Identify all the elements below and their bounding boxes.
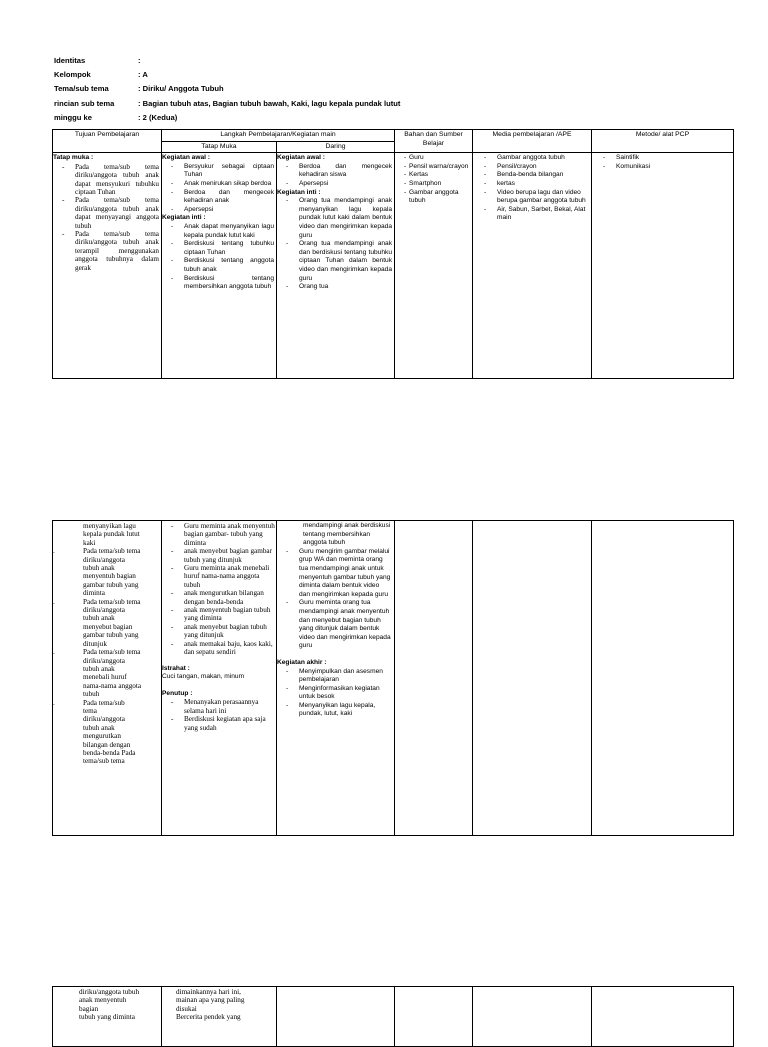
tujuan-p3-line: bagian [79, 1004, 99, 1013]
istirahat-title: Istrahat : [162, 664, 190, 672]
cell-metode-cont [592, 521, 734, 836]
tujuan-line: gambar tubuh yang [83, 580, 139, 589]
cell-media [473, 153, 592, 379]
tm-inti-title: Kegiatan inti : [162, 214, 206, 222]
media-item: - Benda-benda bilangan [475, 171, 589, 180]
tujuan-line: gambar tubuh yang [83, 631, 139, 640]
identity-row [54, 111, 400, 125]
dr-akhir-item: - Menyimpulkan dan asesmen pembelajaran [277, 668, 392, 685]
tm-awal-title: Kegiatan awal : [162, 154, 211, 162]
tujuan-line: tubuh anak [83, 723, 115, 732]
tujuan-line: tubuh anak [83, 664, 115, 673]
tujuan-line: diminta [83, 589, 105, 598]
tm-cont-item: - Guru meminta anak menebali huruf nama-nama anggota tubuh [162, 564, 275, 589]
cell-media-cont [473, 521, 592, 836]
dr-inti-title: Kegiatan inti : [277, 188, 321, 196]
tm-inti-item: - Berdiskusi tentang tubuhku ciptaan Tuhan [162, 240, 274, 257]
media-item: - Air, Sabun, Sarbet, Bekal, Alat main [475, 206, 589, 223]
tujuan-title: Tatap muka : [53, 154, 94, 162]
tm-inti-item: - Berdiskusi tentang anggota tubuh anak [162, 257, 274, 274]
dr-cont-item: - Guru meminta orang tua mendampingi anak menyentuh dan menyebut bagian tubuh yang ditunjuk dalam bentuk video dan mengirimkan kepada guru [277, 599, 392, 651]
cell-tatap-muka-p3 [162, 987, 277, 1047]
bahan-item: - Guru [395, 154, 470, 163]
identity-label: rincian sub tema [54, 98, 115, 108]
identity-value: : A [138, 70, 148, 80]
tujuan-line: tubuh [83, 690, 100, 699]
bahan-item: - Gambar anggota tubuh [395, 189, 470, 206]
cell-tatap-muka [162, 153, 277, 379]
identity-label: Identitas [54, 56, 86, 65]
tujuan-item: - Pada tema/sub tema diriku/anggota tubuh anak dapat mensyukuri tubuhku ciptaan Tuhan [53, 163, 159, 197]
tm-inti-item: - Anak dapat menyanyikan lagu kepala pundak lutut kaki [162, 223, 274, 240]
identity-value: : [138, 56, 141, 65]
tujuan-line: menyebut bagian [83, 622, 133, 631]
penutup-item: - Menanyakan perasaannya selama hari ini [162, 698, 275, 715]
tujuan-line: tema [83, 706, 97, 715]
media-item: - Gambar anggota tubuh [475, 154, 589, 163]
bullet-mark: . [53, 698, 55, 707]
tujuan-line: menebali huruf [83, 673, 127, 682]
cell-tujuan [53, 153, 162, 379]
tm-awal-item: - Bersyukur sebagai ciptaan Tuhan [162, 163, 274, 180]
tujuan-item: - Pada tema/sub tema diriku/anggota tubuh anak terampil menggunakan anggota tubuhnya dalam gerak [53, 230, 159, 272]
header-bahan: Bahan dan Sumber Belajar [395, 130, 473, 153]
penutup-item: - Berdiskusi kegiatan apa saja yang sudah [162, 715, 275, 732]
tm-inti-item: - Berdiskusi tentang membersihkan anggota tubuh [162, 275, 274, 292]
tujuan-line: diriku/anggota [83, 656, 125, 665]
identity-row [54, 97, 400, 111]
tujuan-line: diriku/anggota [83, 555, 125, 564]
identity-label: minggu ke [54, 112, 92, 122]
tm-cont-item: - anak menyebut bagian gambar tubuh yang ditunjuk [162, 547, 275, 564]
tm-cont-item: - anak memakai baju, kaos kaki, dan sepatu sendiri [162, 640, 275, 657]
cell-media-p3 [473, 987, 592, 1047]
cell-metode [592, 153, 734, 379]
dr-awal-item: - Berdoa dan mengecek kehadiran siswa [277, 163, 392, 180]
bahan-item: - Kertas [395, 171, 470, 180]
tujuan-line: Pada tema/sub tema . [53, 597, 141, 606]
dr-inti-item: - Orang tua [277, 283, 392, 292]
tujuan-line: kaki [83, 538, 96, 547]
tm-awal-item: - Apersepsi [162, 206, 274, 215]
penutup-title: Penutup : [162, 689, 193, 697]
metode-item: - Komunikasi [594, 163, 731, 172]
cell-bahan-cont [395, 521, 473, 836]
dr-awal-title: Kegiatan awal : [277, 154, 326, 162]
dr-akhir-item: - Menginformasikan kegiatan untuk besok [277, 685, 392, 702]
tm-p3-line: Bercerita pendek yang [176, 1013, 241, 1022]
tujuan-line: diriku/anggota [83, 715, 125, 724]
tm-awal-item: - Berdoa dan mengecek kehadiran anak [162, 189, 274, 206]
header-tatap-muka: Tatap Muka [162, 141, 277, 153]
rpp-table-page2 [52, 520, 734, 836]
header-tujuan: Tujuan Pembelajaran [53, 130, 162, 153]
tm-cont-item: - anak mengurutkan bilangan dengan benda-benda [162, 589, 275, 606]
media-item: - Pensil/crayon [475, 163, 589, 172]
tm-cont-item: - anak menyentuh bagian tubuh yang diminta [162, 606, 275, 623]
identity-row [54, 82, 400, 96]
tujuan-line: Pada tema/sub . [53, 698, 125, 707]
tm-p3-line: disukai [176, 1004, 197, 1013]
tm-p3-line: mainan apa yang paling [176, 996, 245, 1005]
header-media: Media pembelajaran /APE [473, 130, 592, 153]
bahan-item: - Smartphon [395, 180, 470, 189]
rpp-table-page1 [52, 129, 734, 379]
tujuan-line: diriku/anggota [83, 606, 125, 615]
tujuan-p3-line: anak menyentuh [79, 996, 127, 1005]
dr-inti-item: - Orang tua mendampingi anak menyanyikan lagu kepala pundak lutut kaki dalam bentuk video dan mengirimkan kepada guru [277, 197, 392, 240]
identity-label: Tema/sub tema [54, 84, 109, 94]
media-item: - kertas [475, 180, 589, 189]
tujuan-line: tubuh anak [83, 614, 115, 623]
rpp-table-page3 [52, 986, 734, 1047]
header-daring: Daring [277, 141, 395, 153]
tujuan-line: bilangan dengan [83, 740, 131, 749]
metode-item: - Saintifik [594, 154, 731, 163]
tujuan-line: menyanyikan lagu [83, 522, 136, 530]
dr-inti-item: - Orang tua mendampingi anak dan berdiskusi tentang tubuhku ciptaan Tuhan dalam bentuk video dan mengirimkan kepada guru [277, 240, 392, 283]
identity-label: Kelompok [54, 70, 91, 80]
header-langkah: Langkah Pembelajaran/Kegiatan main [162, 130, 395, 142]
tm-awal-item: - Anak menirukan sikap berdoa [162, 180, 274, 189]
identity-header [54, 54, 400, 125]
cell-bahan [395, 153, 473, 379]
cell-tujuan-cont [53, 521, 162, 836]
header-metode: Metode/ alat PCP [592, 130, 734, 153]
tm-cont-item: - Guru meminta anak menyentuh bagian gambar- tubuh yang diminta [162, 522, 275, 547]
dr-cont-text: mendampingi anak berdiskusi tentang membersihkan anggota tubuh [303, 522, 391, 547]
dr-akhir-item: - Menyanyikan lagu kepala, pundak, lutut, kaki [277, 702, 392, 719]
tujuan-line: ditunjuk [83, 639, 107, 648]
tujuan-p3-line: diriku/anggota tubuh [79, 988, 140, 996]
tujuan-line: tubuh anak [83, 564, 115, 573]
cell-tatap-muka-cont [162, 521, 277, 836]
dr-akhir-title: Kegiatan akhir : [277, 658, 327, 666]
dr-awal-item: - Apersepsi [277, 180, 392, 189]
identity-row [54, 68, 400, 82]
tujuan-line: menyentuh bagian [83, 572, 136, 581]
bullet-mark: . [53, 547, 55, 556]
tm-p3-line: dimainkannya hari ini, [176, 988, 241, 996]
identity-row [54, 54, 400, 68]
dr-cont-item: - Guru mengirim gambar melalui grup WA dan meminta orang tua mendampingi anak untuk menyentuh gambar tubuh yang diminta dalam bentuk video dan mengirimkan kepada guru [277, 548, 392, 600]
media-item: - Video berupa lagu dan video berupa gambar anggota tubuh [475, 189, 589, 206]
identity-value: : Diriku/ Anggota Tubuh [138, 84, 224, 94]
tujuan-line: mengurutkan [83, 732, 121, 741]
tujuan-line: Pada tema/sub tema . [53, 547, 141, 556]
cell-tujuan-p3 [53, 987, 162, 1047]
tujuan-line: benda-benda Pada [83, 748, 136, 757]
bullet-mark: . [53, 597, 55, 606]
cell-metode-p3 [592, 987, 734, 1047]
tujuan-line: kepala pundak lutut [83, 530, 140, 539]
tujuan-line: nama-nama anggota [83, 681, 142, 690]
bullet-mark: . [53, 648, 55, 657]
identity-value: : 2 (Kedua) [138, 112, 178, 122]
bahan-item: - Pensil warna/crayon [395, 163, 470, 172]
cell-daring-cont [277, 521, 395, 836]
cell-daring-p3 [277, 987, 395, 1047]
istirahat-text: Cuci tangan, makan, minum [162, 673, 245, 681]
tujuan-item: - Pada tema/sub tema diriku/anggota tubuh anak dapat menyayangi anggota tubuh [53, 196, 159, 230]
cell-daring [277, 153, 395, 379]
tujuan-line: tema/sub tema [83, 757, 125, 766]
tujuan-p3-line: tubuh yang diminta [79, 1013, 135, 1022]
tujuan-line: Pada tema/sub tema . [53, 648, 141, 657]
identity-value: : Bagian tubuh atas, Bagian tubuh bawah, Kaki, lagu kepala pundak lutut [138, 98, 401, 108]
tm-cont-item: - anak menyebut bagian tubuh yang ditunjuk [162, 623, 275, 640]
cell-bahan-p3 [395, 987, 473, 1047]
